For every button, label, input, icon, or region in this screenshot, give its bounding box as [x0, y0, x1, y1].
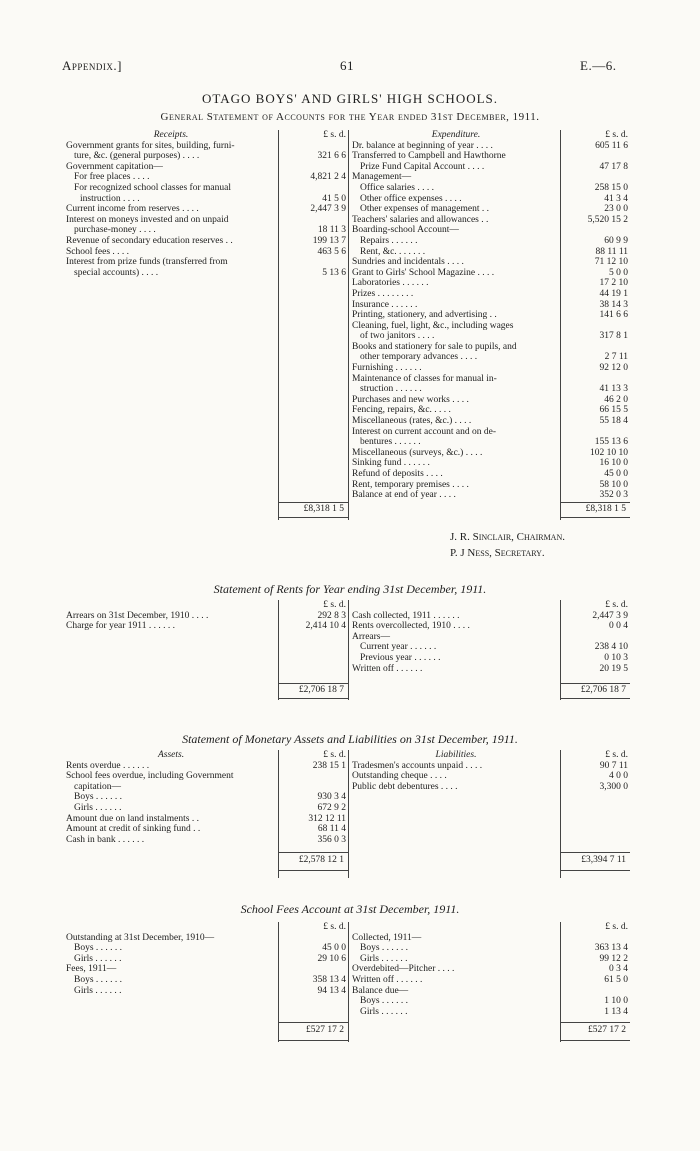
- money-column-heading: £ s. d.: [605, 750, 628, 760]
- row-label: Printing, stationery, and advertising . .: [352, 310, 497, 321]
- row-label: Maintenance of classes for manual in-: [352, 373, 497, 384]
- row-label: Current income from reserves . . . .: [66, 204, 199, 215]
- row-label: Books and stationery for sale to pupils, and: [352, 341, 517, 352]
- row-label: Furnishing . . . . . .: [352, 363, 422, 374]
- money-column-heading: £ s. d.: [323, 922, 346, 932]
- row-amount: 45 0 0: [322, 943, 346, 954]
- row-amount: [276, 782, 346, 793]
- row-amount: 29 10 6: [317, 953, 346, 964]
- row-amount: 199 13 7: [312, 235, 346, 246]
- row-amount: [560, 632, 628, 643]
- row-label: Miscellaneous (surveys, &c.) . . . .: [352, 447, 483, 458]
- row-label: Interest on current account and on de-: [352, 426, 497, 437]
- row-label: Laboratories . . . . . .: [352, 278, 429, 289]
- column-heading: [66, 922, 276, 933]
- liabilities-total: £3,394 7 11: [581, 855, 626, 865]
- row-label: Girls . . . . . .: [360, 953, 408, 964]
- row-label: Sundries and incidentals . . . .: [352, 257, 464, 268]
- row-amount: [560, 225, 628, 236]
- row-amount: 46 2 0: [604, 394, 628, 405]
- rents-disposal-table: [352, 600, 628, 674]
- row-label: Outstanding at 31st December, 1910—: [66, 932, 215, 943]
- expenditure-table: [352, 130, 628, 501]
- row-amount: 41 13 3: [599, 384, 628, 395]
- money-column-heading: £ s. d.: [323, 130, 346, 140]
- row-label: Boys . . . . . .: [74, 943, 123, 954]
- fees-debit-table: [66, 922, 346, 996]
- row-amount: 17 2 10: [599, 278, 628, 289]
- row-label: Boarding-school Account—: [352, 225, 459, 236]
- row-label: Boys . . . . . .: [74, 974, 123, 985]
- row-amount: 4,821 2 4: [310, 172, 346, 183]
- row-amount: 238 15 1: [312, 760, 346, 771]
- row-label: Repairs . . . . . .: [360, 235, 418, 246]
- row-label: Government grants for sites, building, furni-: [66, 140, 235, 151]
- row-label: purchase-money . . . .: [74, 225, 156, 236]
- row-amount: 68 11 4: [317, 824, 346, 835]
- row-amount: 45 0 0: [604, 469, 628, 479]
- row-amount: [276, 933, 346, 944]
- row-label: Arrears—: [352, 631, 390, 642]
- page-title: OTAGO BOYS' AND GIRLS' HIGH SCHOOLS.: [201, 91, 499, 106]
- row-amount: 16 10 0: [599, 458, 628, 469]
- row-amount: 102 10 10: [590, 447, 628, 458]
- row-label: Amount at credit of sinking fund . .: [66, 824, 201, 835]
- row-amount: [276, 964, 346, 975]
- rents-heading: Statement of Rents for Year ending 31st December, 1911.: [213, 582, 487, 596]
- row-label: Fees, 1911—: [66, 964, 117, 975]
- row-label: Revenue of secondary education reserves . .: [66, 235, 233, 246]
- row-amount: 356 0 3: [317, 834, 346, 845]
- row-amount: 0 3 4: [609, 964, 628, 975]
- row-amount: 2,447 3 9: [310, 204, 346, 215]
- row-label: Rents overcollected, 1910 . . . .: [352, 621, 470, 632]
- row-label: Boys . . . . . .: [74, 792, 123, 803]
- row-label: Sinking fund . . . . . .: [352, 458, 430, 469]
- row-label: Government capitation—: [66, 161, 163, 172]
- row-amount: [560, 342, 628, 353]
- row-amount: [560, 933, 628, 944]
- row-amount: [560, 172, 628, 183]
- column-heading: Assets.: [157, 750, 185, 760]
- fees-right-total: £527 17 2: [588, 1025, 626, 1035]
- row-label: Miscellaneous (rates, &c.) . . . .: [352, 416, 472, 427]
- row-label: Cash collected, 1911 . . . . . .: [352, 610, 460, 621]
- row-label: Girls . . . . . .: [74, 802, 122, 813]
- row-label: Interest on moneys invested and on unpaid: [66, 214, 229, 225]
- row-label: Girls . . . . . .: [360, 1006, 408, 1017]
- row-label: Charge for year 1911 . . . . . .: [66, 621, 175, 632]
- page-subtitle: General Statement of Accounts for the Year ended 31st December, 1911.: [160, 111, 540, 123]
- row-amount: [276, 141, 346, 152]
- row-amount: 0 10 3: [604, 652, 628, 663]
- row-label: Refund of deposits . . . .: [352, 469, 443, 479]
- row-label: Other office expenses . . . .: [360, 193, 462, 204]
- liabilities-table: [352, 750, 628, 792]
- row-label: Grant to Girls' School Magazine . . . .: [352, 267, 495, 278]
- chairman-signature: J. R. Sinclair, Chairman.: [450, 531, 565, 543]
- column-heading: Receipts.: [153, 130, 189, 140]
- row-amount: 88 11 11: [595, 246, 628, 257]
- money-column-heading: £ s. d.: [323, 600, 346, 610]
- row-amount: 2 7 11: [604, 352, 628, 363]
- row-amount: [276, 257, 346, 268]
- money-column-heading: £ s. d.: [323, 750, 346, 760]
- row-amount: 5 0 0: [609, 267, 628, 278]
- row-amount: 18 11 3: [317, 225, 346, 236]
- row-amount: 44 19 1: [599, 288, 628, 299]
- row-amount: 41 5 0: [322, 193, 346, 204]
- column-heading: [352, 922, 560, 933]
- row-label: Balance due—: [352, 985, 409, 996]
- appendix-label: Appendix.]: [62, 58, 122, 73]
- row-amount: 58 10 0: [599, 479, 628, 490]
- column-heading: [352, 600, 560, 611]
- rents-charges-table: [66, 600, 346, 632]
- row-label: Cleaning, fuel, light, &c., including wages: [352, 320, 514, 331]
- row-amount: 66 15 5: [599, 405, 628, 416]
- row-label: Rents overdue . . . . . .: [66, 760, 150, 771]
- row-label: Management—: [352, 172, 412, 183]
- row-amount: 99 12 2: [599, 953, 628, 964]
- fees-credit-table: [352, 922, 628, 1017]
- fees-left-total: £527 17 2: [306, 1025, 344, 1035]
- row-label: Office salaries . . . .: [360, 182, 434, 193]
- row-amount: 672 9 2: [317, 802, 346, 813]
- row-amount: 930 3 4: [317, 792, 346, 803]
- row-amount: 41 3 4: [604, 193, 628, 204]
- row-amount: 238 4 10: [594, 642, 628, 653]
- row-label: of two janitors . . . .: [360, 331, 435, 342]
- row-amount: 2,414 10 4: [305, 621, 346, 632]
- row-label: Other expenses of management . .: [360, 204, 489, 215]
- row-amount: 4 0 0: [609, 771, 628, 782]
- column-heading: Expenditure.: [431, 130, 481, 140]
- row-label: Previous year . . . . . .: [360, 652, 441, 663]
- row-amount: [560, 374, 628, 385]
- money-column-heading: £ s. d.: [605, 130, 628, 140]
- row-amount: 47 17 8: [599, 161, 628, 172]
- rents-right-total: £2,706 18 7: [580, 685, 626, 695]
- row-label: For recognized school classes for manual: [74, 182, 231, 193]
- row-amount: 321 6 6: [317, 151, 346, 162]
- row-label: Girls . . . . . .: [74, 985, 122, 996]
- row-amount: 292 8 3: [317, 610, 346, 621]
- row-amount: 20 19 5: [599, 663, 628, 674]
- row-amount: 55 18 4: [599, 416, 628, 427]
- row-amount: 463 5 6: [317, 246, 346, 257]
- row-label: capitation—: [74, 781, 121, 792]
- row-label: For free places . . . .: [74, 172, 150, 183]
- page-number: 61: [340, 58, 354, 73]
- row-amount: [560, 986, 628, 997]
- row-label: Current year . . . . . .: [360, 642, 437, 653]
- column-heading: [66, 600, 276, 611]
- row-label: School fees . . . .: [66, 246, 130, 257]
- row-amount: 358 13 4: [312, 974, 346, 985]
- row-label: Collected, 1911—: [352, 932, 422, 943]
- row-amount: 60 9 9: [604, 235, 628, 246]
- row-label: Outstanding cheque . . . .: [352, 771, 447, 782]
- row-amount: 312 12 11: [308, 813, 346, 824]
- row-amount: [560, 321, 628, 332]
- row-amount: 2,447 3 9: [592, 610, 628, 621]
- row-amount: [276, 215, 346, 226]
- assets-total: £2,578 12 1: [298, 855, 344, 865]
- money-column-heading: £ s. d.: [605, 922, 628, 932]
- row-amount: [276, 771, 346, 782]
- fees-heading: School Fees Account at 31st December, 1911.: [240, 902, 460, 916]
- row-label: Transferred to Campbell and Hawthorne: [352, 151, 506, 162]
- row-label: Girls . . . . . .: [74, 953, 122, 964]
- row-label: Balance at end of year . . . .: [352, 490, 456, 501]
- row-label: Interest from prize funds (transferred from: [66, 257, 228, 268]
- row-label: Rent, temporary premises . . . .: [352, 479, 469, 490]
- row-label: Rent, &c. . . . . . .: [360, 246, 426, 257]
- row-amount: 90 7 11: [599, 760, 628, 771]
- row-amount: 317 8 1: [599, 331, 628, 342]
- document-code: E.—6.: [580, 58, 617, 73]
- row-label: ture, &c. (general purposes) . . . .: [74, 151, 200, 162]
- row-label: Public debt debentures . . . .: [352, 781, 458, 792]
- row-label: Prizes . . . . . . . .: [352, 288, 414, 299]
- row-amount: [560, 151, 628, 162]
- row-amount: 23 0 0: [604, 204, 628, 215]
- money-column-heading: £ s. d.: [605, 600, 628, 610]
- row-amount: 3,300 0: [599, 781, 628, 792]
- row-amount: 38 14 3: [599, 299, 628, 310]
- row-label: Written off . . . . . .: [352, 663, 423, 674]
- assets-heading: Statement of Monetary Assets and Liabilities on 31st December, 1911.: [182, 732, 518, 746]
- row-label: Dr. balance at beginning of year . . . .: [352, 140, 493, 151]
- row-amount: 1 10 0: [604, 996, 628, 1007]
- row-label: Amount due on land instalments . .: [66, 813, 199, 824]
- row-amount: 61 5 0: [604, 974, 628, 985]
- row-label: instruction . . . .: [80, 193, 140, 204]
- assets-table: [66, 750, 346, 845]
- secretary-signature: P. J Ness, Secretary.: [450, 547, 545, 559]
- row-label: Fencing, repairs, &c. . . . .: [352, 405, 451, 416]
- row-label: Purchases and new works . . . .: [352, 394, 469, 405]
- row-amount: 0 0 4: [609, 621, 628, 632]
- row-label: Tradesmen's accounts unpaid . . . .: [352, 760, 483, 771]
- row-label: Boys . . . . . .: [360, 943, 409, 954]
- rents-left-total: £2,706 18 7: [298, 685, 344, 695]
- row-amount: 352 0 3: [599, 490, 628, 501]
- row-amount: [276, 162, 346, 173]
- row-label: Boys . . . . . .: [360, 996, 409, 1007]
- row-amount: 141 6 6: [599, 310, 628, 321]
- row-label: Written off . . . . . .: [352, 974, 423, 985]
- row-label: Arrears on 31st December, 1910 . . . .: [66, 610, 209, 621]
- row-amount: 92 12 0: [599, 363, 628, 374]
- row-amount: 258 15 0: [594, 182, 628, 193]
- row-amount: 155 13 6: [594, 437, 628, 448]
- row-label: bentures . . . . . .: [360, 437, 421, 448]
- row-amount: 605 11 6: [595, 140, 628, 151]
- row-label: Overdebited—Pitcher . . . .: [352, 964, 455, 975]
- row-amount: [276, 183, 346, 194]
- row-label: other temporary advances . . . .: [360, 352, 478, 363]
- row-label: School fees overdue, including Government: [66, 771, 234, 782]
- row-amount: [560, 427, 628, 438]
- row-label: Prize Fund Capital Account . . . .: [360, 161, 485, 172]
- row-label: Insurance . . . . . .: [352, 299, 418, 310]
- row-amount: 1 13 4: [604, 1006, 628, 1017]
- receipts-total: £8,318 1 5: [303, 504, 344, 514]
- row-amount: 5 13 6: [322, 267, 346, 278]
- row-label: Teachers' salaries and allowances . .: [352, 214, 489, 225]
- row-amount: 71 12 10: [594, 257, 628, 268]
- row-amount: 363 13 4: [594, 943, 628, 954]
- row-label: struction . . . . . .: [360, 384, 422, 395]
- row-label: special accounts) . . . .: [74, 267, 159, 278]
- receipts-table: [66, 130, 346, 278]
- row-amount: 5,520 15 2: [587, 214, 628, 225]
- row-label: Cash in bank . . . . . .: [66, 834, 145, 845]
- column-heading: Liabilities.: [435, 750, 477, 760]
- expenditure-total: £8,318 1 5: [585, 504, 626, 514]
- row-amount: 94 13 4: [317, 985, 346, 996]
